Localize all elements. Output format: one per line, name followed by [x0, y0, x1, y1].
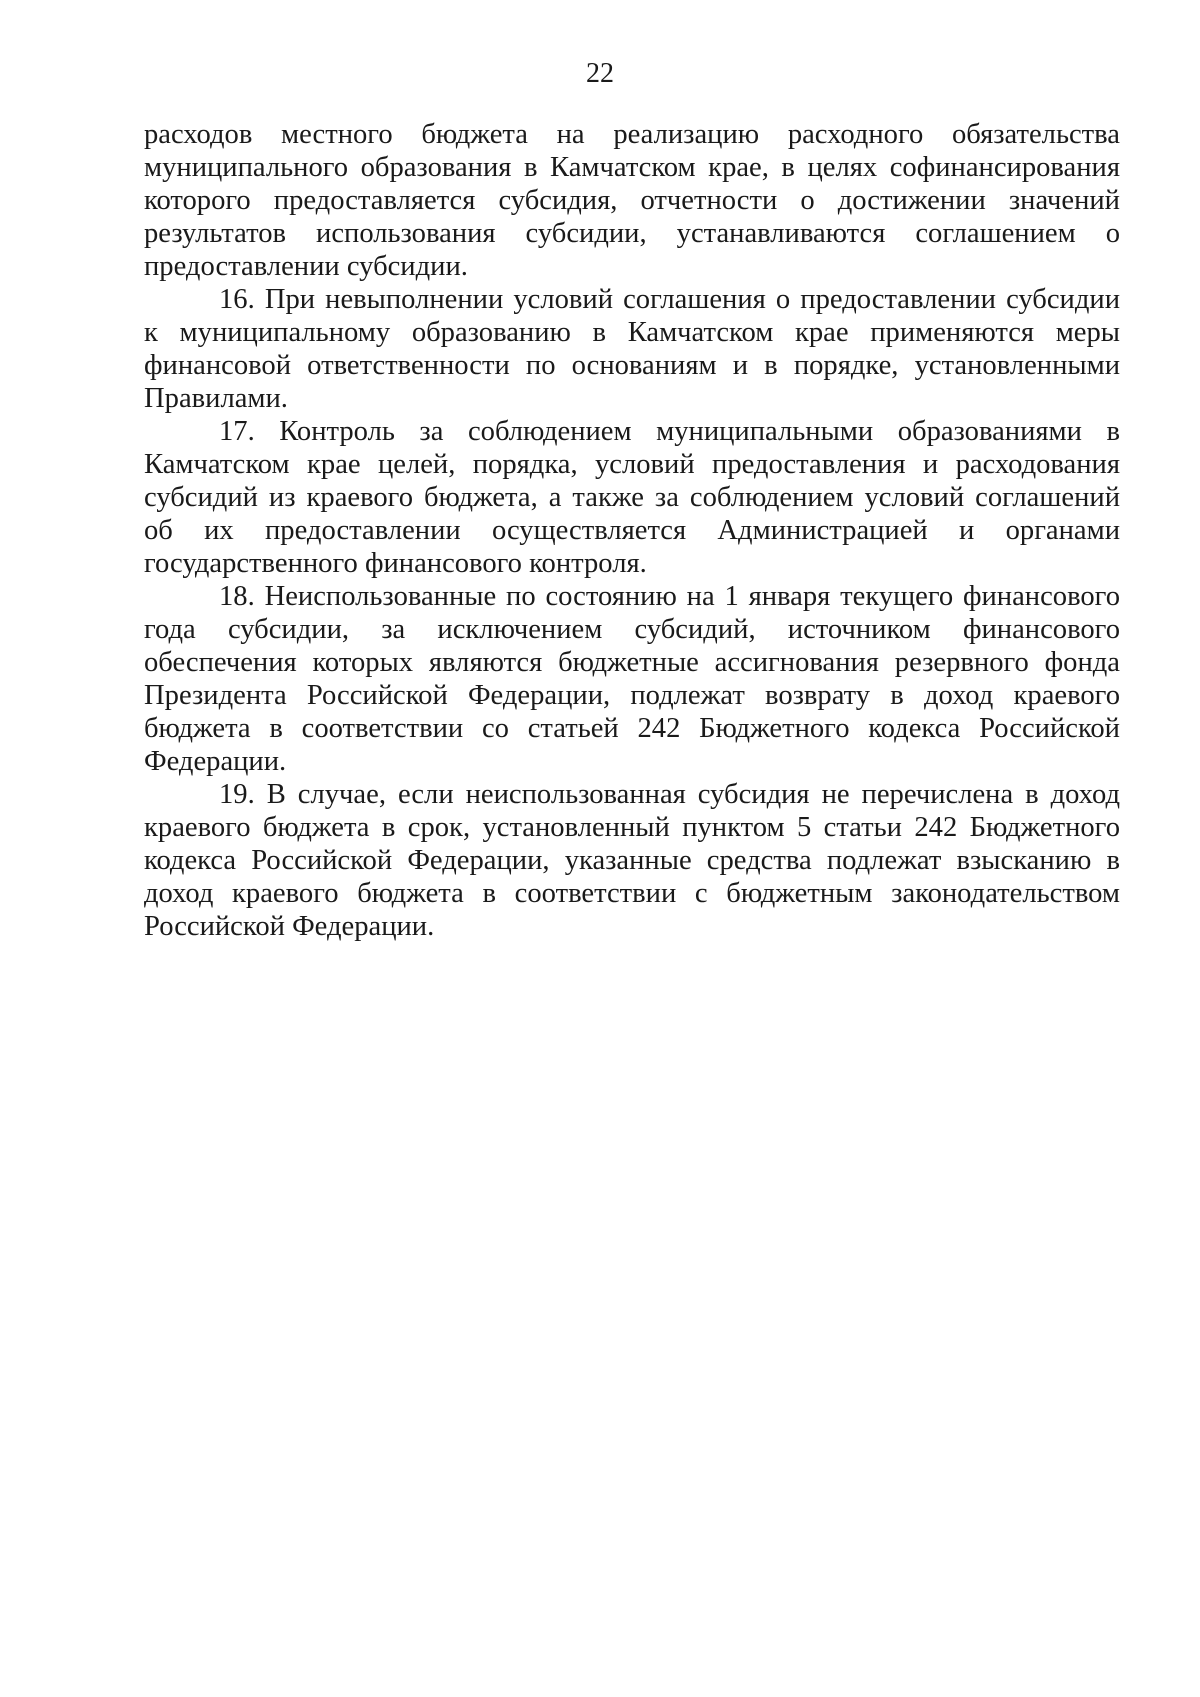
paragraph-18: 18. Неиспользованные по состоянию на 1 января текущего финансового года субсидии, за исключением субсидий, источником финансового обеспечения которых являются бюджетные ассигнования резервного фонда Президента Российской Федерации, подлежат возврату в доход краевого бюджета в соответствии со статьей 242 Бюджетного кодекса Российской Федерации. [144, 581, 1120, 777]
document-body [144, 118, 1120, 943]
paragraph-17: 17. Контроль за соблюдением муниципальными образованиями в Камчатском крае целей, порядка, условий предоставления и расходования субсидий из краевого бюджета, а также за соблюдением условий соглашений об их предоставлении осуществляется Администрацией и органами государственного финансового контроля. [144, 416, 1120, 579]
page-number: 22 [586, 58, 614, 89]
paragraph-continuation: расходов местного бюджета на реализацию расходного обязательства муниципального образования в Камчатском крае, в целях софинансирования которого предоставляется субсидия, отчетности о достижении значений результатов использования субсидии, устанавливаются соглашением о предоставлении субсидии. [144, 119, 1120, 282]
paragraph-16: 16. При невыполнении условий соглашения о предоставлении субсидии к муниципальному образованию в Камчатском крае применяются меры финансовой ответственности по основаниям и в порядке, установленными Правилами. [144, 284, 1120, 414]
paragraph-19: 19. В случае, если неиспользованная субсидия не перечислена в доход краевого бюджета в срок, установленный пунктом 5 статьи 242 Бюджетного кодекса Российской Федерации, указанные средства подлежат взысканию в доход краевого бюджета в соответствии с бюджетным законодательством Российской Федерации. [144, 779, 1120, 942]
